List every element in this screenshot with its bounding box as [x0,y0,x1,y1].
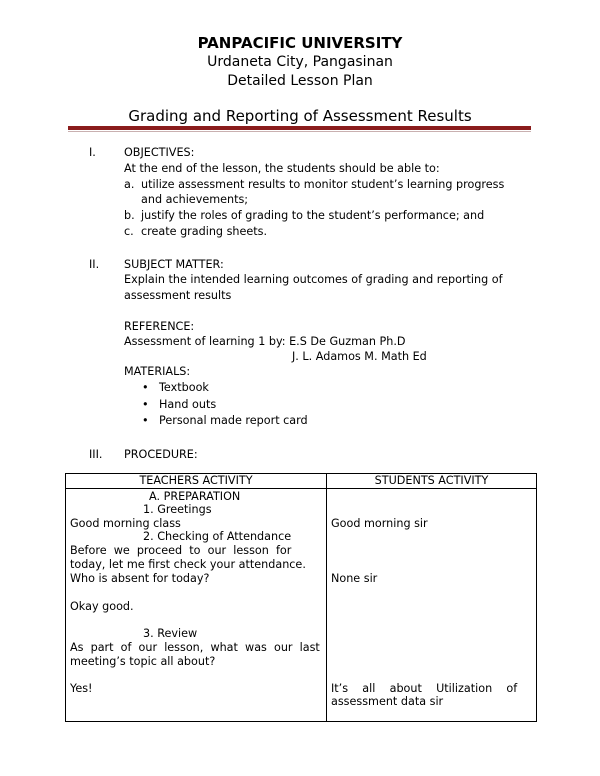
attendance-text-cont: today, let me first check your attendance. [70,558,306,571]
subject-matter-heading: SUBJECT MATTER: [124,258,224,271]
attendance-step: 2. Checking of Attendance [143,530,292,543]
subject-matter-text: Explain the intended learning outcomes of grading and reporting of [124,273,503,286]
teacher-yes: Yes! [70,682,93,695]
section-numeral-procedure: III. [89,448,103,461]
objective-a-text-cont: and achievements; [141,193,249,206]
section-numeral-objectives: I. [89,146,96,159]
teacher-okay: Okay good. [70,600,134,613]
procedure-table [65,473,537,722]
material-item: • Personal made report card [142,413,308,430]
student-review-answer: It’s all about Utilization of [331,682,518,695]
teachers-activity-header: TEACHERS ACTIVITY [66,474,327,489]
document-type: Detailed Lesson Plan [227,73,373,89]
student-greeting: Good morning sir [331,517,428,530]
objective-c-letter: c. [124,225,134,238]
objective-c-text: create grading sheets. [141,225,268,238]
reference-line-1: Assessment of learning 1 by: E.S De Guzman Ph.D [124,335,406,348]
reference-line-2: J. L. Adamos M. Math Ed [292,350,427,363]
objectives-intro: At the end of the lesson, the students should be able to: [124,162,440,175]
table-row [66,489,537,722]
objective-a-text: utilize assessment results to monitor student’s learning progress [141,178,505,191]
university-name: PANPACIFIC UNIVERSITY [197,34,403,52]
objective-b-letter: b. [124,209,135,222]
student-review-answer-cont: assessment data sir [331,695,444,708]
review-question: As part of our lesson, what was our last [70,641,320,654]
section-numeral-subject: II. [89,258,100,271]
material-item: • Hand outs [142,397,308,414]
preparation-heading: A. PREPARATION [149,490,241,503]
greetings-step: 1. Greetings [143,503,212,516]
reference-heading: REFERENCE: [124,320,195,333]
attendance-question: Who is absent for today? [70,572,210,585]
teacher-greeting: Good morning class [70,517,181,530]
materials-list [142,380,308,430]
students-activity-header: STUDENTS ACTIVITY [327,474,537,489]
lesson-title: Grading and Reporting of Assessment Results [128,107,472,125]
subject-matter-text-cont: assessment results [124,289,232,302]
table-header-row [66,474,537,489]
review-step: 3. Review [143,627,198,640]
objective-a-letter: a. [124,178,135,191]
procedure-heading: PROCEDURE: [124,448,198,461]
objectives-heading: OBJECTIVES: [124,146,195,159]
attendance-text: Before we proceed to our lesson for [70,544,292,557]
student-activity-cell [327,489,537,722]
title-underline-shadow [68,131,531,132]
title-underline [68,126,531,130]
materials-heading: MATERIALS: [124,365,191,378]
student-absent-reply: None sir [331,572,378,585]
material-item: • Textbook [142,380,308,397]
objective-b-text: justify the roles of grading to the student’s performance; and [141,209,485,222]
review-question-cont: meeting’s topic all about? [70,655,216,668]
university-location: Urdaneta City, Pangasinan [207,54,393,70]
teacher-activity-cell [66,489,327,722]
